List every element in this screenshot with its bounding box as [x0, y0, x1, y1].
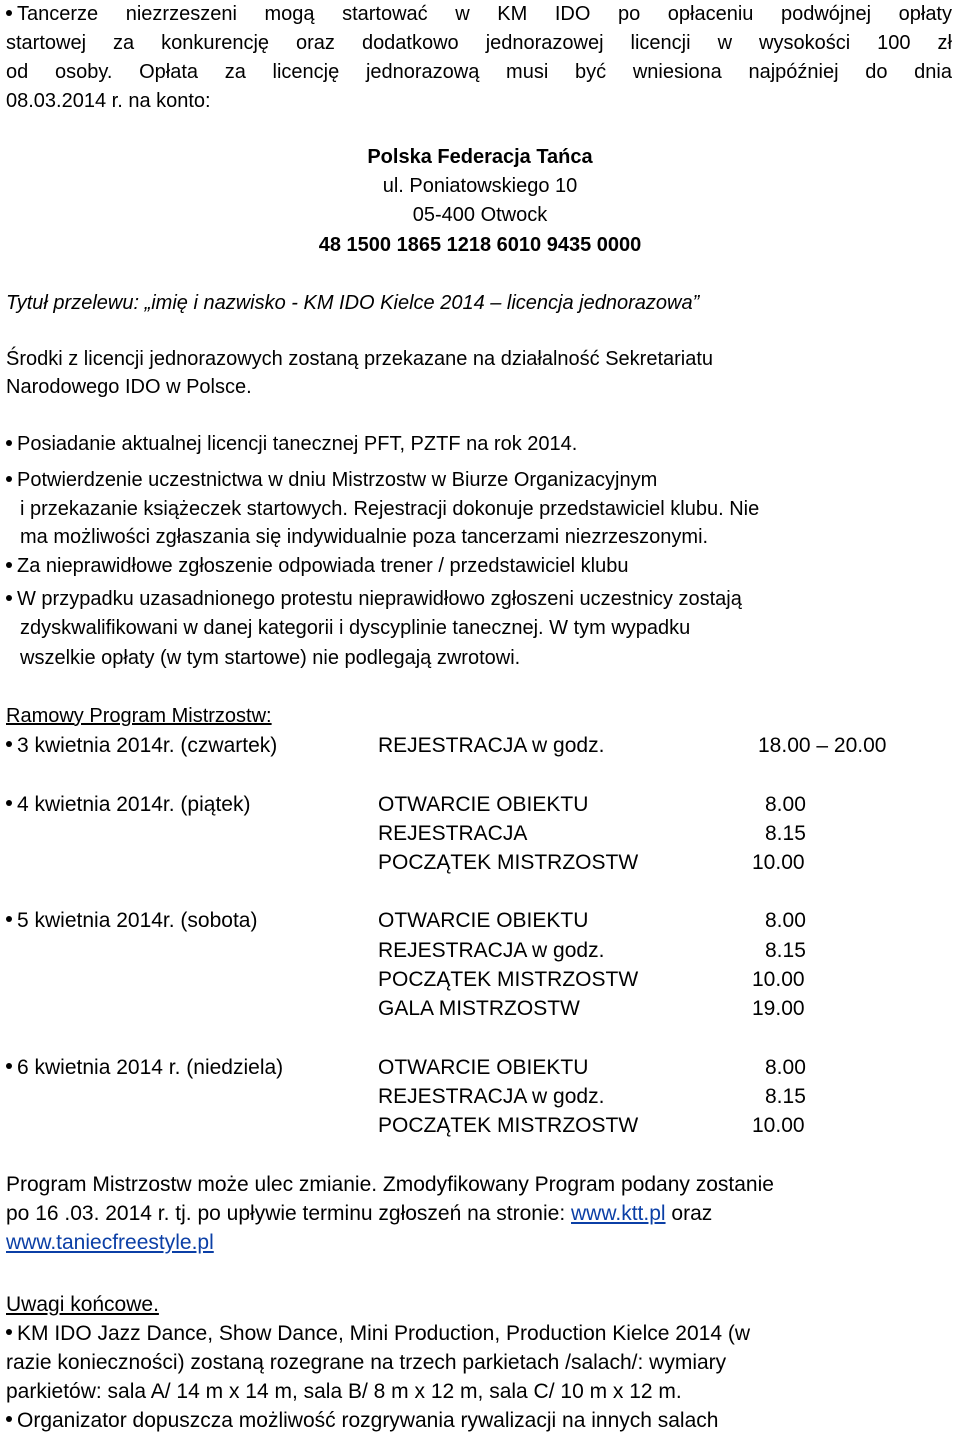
link-ktt[interactable]: www.ktt.pl [571, 1202, 666, 1225]
program-day-4-event-1: OTWARCIE OBIEKTU [378, 1056, 589, 1079]
program-day-3-time-2: 8.15 [765, 939, 806, 962]
program-day-2-time-1: 8.00 [765, 793, 806, 816]
change-note-text: po 16 .03. 2014 r. tj. po upływie terminu zgłoszeń na stronie: [6, 1202, 566, 1225]
final-2: Organizator dopuszcza możliwość rozgrywania rywalizacji na innych salach [6, 1410, 718, 1431]
program-day-4-time-1: 8.00 [765, 1056, 806, 1079]
link-taniecfreestyle[interactable]: www.taniecfreestyle.pl [6, 1231, 214, 1254]
change-note-line-2 [6, 1203, 712, 1224]
account-number: 48 1500 1865 1218 6010 9435 0000 [318, 234, 642, 256]
intro-line-3: od osoby. Opłata za licencję jednorazową musi być wniesiona najpóźniej do dnia [6, 61, 952, 83]
program-day-4-time-3: 10.00 [752, 1114, 805, 1137]
transfer-title [6, 293, 699, 313]
program-day-3-time-4: 19.00 [752, 997, 805, 1020]
final-1-line-3: parkietów: sala A/ 14 m x 14 m, sala B/ 8 m x 12 m, sala C/ 10 m x 12 m. [6, 1380, 682, 1403]
transfer-title-value: „imię i nazwisko - KM IDO Kielce 2014 – licencja jednorazowa” [144, 292, 700, 314]
intro-line-2: startowej za konkurencję oraz dodatkowo jednorazowej licencji w wysokości 100 zł [6, 32, 952, 54]
rule-3: Za nieprawidłowe zgłoszenie odpowiada trener / przedstawiciel klubu [6, 556, 628, 576]
change-note-line-3 [6, 1232, 214, 1253]
program-day-4: 6 kwietnia 2014 r. (niedziela) [6, 1057, 283, 1078]
program-day-2-event-2: REJESTRACJA [378, 822, 528, 845]
program-day-4-event-2: REJESTRACJA w godz. [378, 1085, 605, 1108]
funds-note-line-2: Narodowego IDO w Polsce. [6, 376, 252, 398]
rule-4-line-1: W przypadku uzasadnionego protestu nieprawidłowo zgłoszeni uczestnicy zostają [6, 589, 742, 609]
rule-4-line-2: zdyskwalifikowani w danej kategorii i dyscyplinie tanecznej. W tym wypadku [20, 617, 691, 639]
program-day-3-event-4: GALA MISTRZOSTW [378, 997, 580, 1020]
funds-note-line-1: Środki z licencji jednorazowych zostaną przekazane na działalność Sekretariatu [6, 348, 714, 370]
rule-4-line-3: wszelkie opłaty (w tym startowe) nie podlegają zwrotowi. [20, 647, 521, 669]
account-street: ul. Poniatowskiego 10 [382, 175, 578, 197]
program-day-3-time-3: 10.00 [752, 968, 805, 991]
intro-line-4: 08.03.2014 r. na konto: [6, 90, 211, 112]
program-day-3-event-2: REJESTRACJA w godz. [378, 939, 605, 962]
program-day-1-time-1: 18.00 – 20.00 [758, 734, 887, 757]
account-city: 05-400 Otwock [412, 204, 548, 226]
intro-line-1: Tancerze niezrzeszeni mogą startować w KM IDO po opłaceniu podwójnej opłaty [6, 4, 952, 24]
program-day-3: 5 kwietnia 2014r. (sobota) [6, 910, 257, 931]
rule-2-line-3: ma możliwości zgłaszania się indywidualnie poza tancerzami niezrzeszonymi. [20, 526, 709, 548]
program-day-3-event-3: POCZĄTEK MISTRZOSTW [378, 968, 639, 991]
final-1-line-1: KM IDO Jazz Dance, Show Dance, Mini Production, Production Kielce 2014 (w [6, 1323, 750, 1344]
program-day-4-time-2: 8.15 [765, 1085, 806, 1108]
program-day-2-event-3: POCZĄTEK MISTRZOSTW [378, 851, 639, 874]
program-day-1-event-1: REJESTRACJA w godz. [378, 734, 605, 757]
rule-2-line-1: Potwierdzenie uczestnictwa w dniu Mistrzostw w Biurze Organizacyjnym [6, 470, 657, 490]
program-day-2-time-2: 8.15 [765, 822, 806, 845]
final-1-line-2: razie konieczności) zostaną rozegrane na trzech parkietach /salach/: wymiary [6, 1351, 727, 1374]
program-day-2-time-3: 10.00 [752, 851, 805, 874]
change-note-oraz: oraz [671, 1202, 713, 1225]
program-heading: Ramowy Program Mistrzostw: [6, 705, 272, 727]
program-day-4-event-3: POCZĄTEK MISTRZOSTW [378, 1114, 639, 1137]
account-name: Polska Federacja Tańca [367, 146, 593, 168]
program-day-3-time-1: 8.00 [765, 909, 806, 932]
rule-1: Posiadanie aktualnej licencji tanecznej PFT, PZTF na rok 2014. [6, 434, 577, 454]
rule-2-line-2: i przekazanie książeczek startowych. Rejestracji dokonuje przedstawiciel klubu. Nie [20, 498, 760, 520]
program-day-1: 3 kwietnia 2014r. (czwartek) [6, 735, 277, 756]
program-day-3-event-1: OTWARCIE OBIEKTU [378, 909, 589, 932]
final-heading: Uwagi końcowe. [6, 1293, 159, 1316]
transfer-title-label: Tytuł przelewu: [6, 292, 140, 314]
program-day-2-event-1: OTWARCIE OBIEKTU [378, 793, 589, 816]
program-day-2: 4 kwietnia 2014r. (piątek) [6, 794, 250, 815]
change-note-line-1: Program Mistrzostw może ulec zmianie. Zmodyfikowany Program podany zostanie [6, 1173, 774, 1196]
